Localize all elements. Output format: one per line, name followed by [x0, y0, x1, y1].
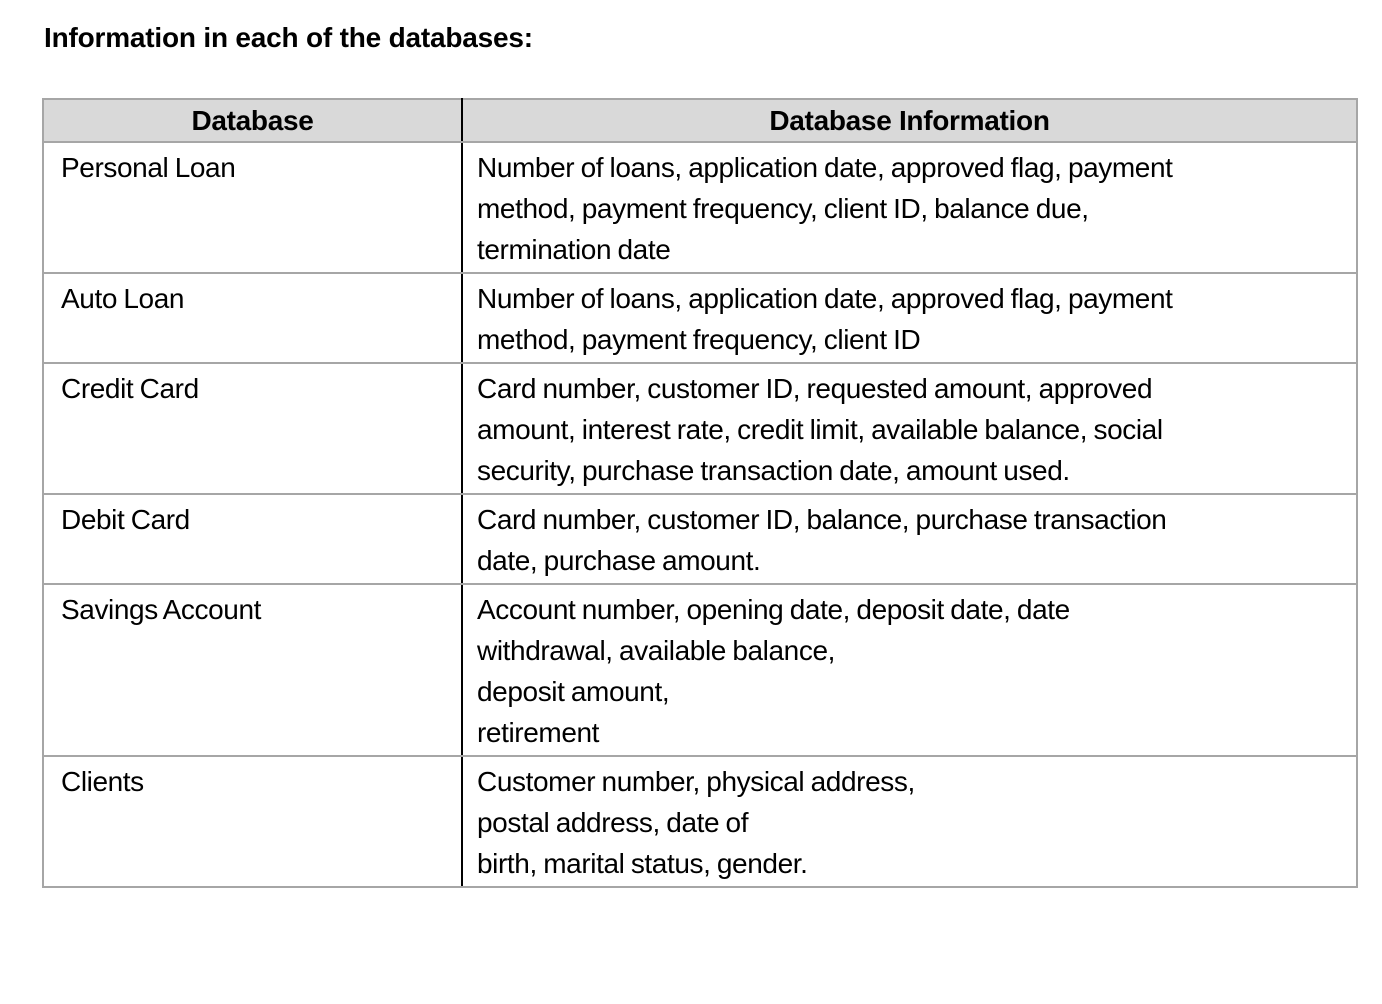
info-line: retirement	[477, 717, 600, 748]
database-info-cell	[462, 142, 1357, 273]
info-line: Card number, customer ID, balance, purchase transaction	[477, 504, 1167, 535]
info-line: birth, marital status, gender.	[477, 848, 808, 879]
database-name-cell: Auto Loan	[43, 273, 462, 363]
table-header-row	[43, 99, 1357, 142]
info-line: amount, interest rate, credit limit, available balance, social	[477, 414, 1163, 445]
info-line: withdrawal, available balance,	[477, 635, 835, 666]
database-name-cell: Clients	[43, 756, 462, 887]
database-name-cell: Credit Card	[43, 363, 462, 494]
info-line: termination date	[477, 234, 671, 265]
database-name-cell: Debit Card	[43, 494, 462, 584]
column-header-database-information: Database Information	[462, 99, 1357, 142]
info-line: Number of loans, application date, approved flag, payment	[477, 152, 1173, 183]
table-row	[43, 363, 1357, 494]
info-line: security, purchase transaction date, amount used.	[477, 455, 1070, 486]
info-line: method, payment frequency, client ID	[477, 324, 921, 355]
database-info-cell	[462, 273, 1357, 363]
info-line: deposit amount,	[477, 676, 670, 707]
info-line: Customer number, physical address,	[477, 766, 915, 797]
table-row	[43, 142, 1357, 273]
database-info-cell	[462, 756, 1357, 887]
table-row	[43, 494, 1357, 584]
database-info-cell	[462, 584, 1357, 756]
info-line: method, payment frequency, client ID, balance due,	[477, 193, 1089, 224]
table-row	[43, 273, 1357, 363]
database-name-cell: Savings Account	[43, 584, 462, 756]
databases-table	[42, 98, 1358, 888]
table-row	[43, 756, 1357, 887]
info-line: postal address, date of	[477, 807, 749, 838]
document-heading: Information in each of the databases:	[44, 22, 533, 53]
info-line: Account number, opening date, deposit date, date	[477, 594, 1070, 625]
database-name-cell: Personal Loan	[43, 142, 462, 273]
info-line: Number of loans, application date, approved flag, payment	[477, 283, 1173, 314]
table-row	[43, 584, 1357, 756]
database-info-cell	[462, 363, 1357, 494]
column-header-database: Database	[43, 99, 462, 142]
info-line: Card number, customer ID, requested amount, approved	[477, 373, 1153, 404]
info-line: date, purchase amount.	[477, 545, 761, 576]
database-info-cell	[462, 494, 1357, 584]
